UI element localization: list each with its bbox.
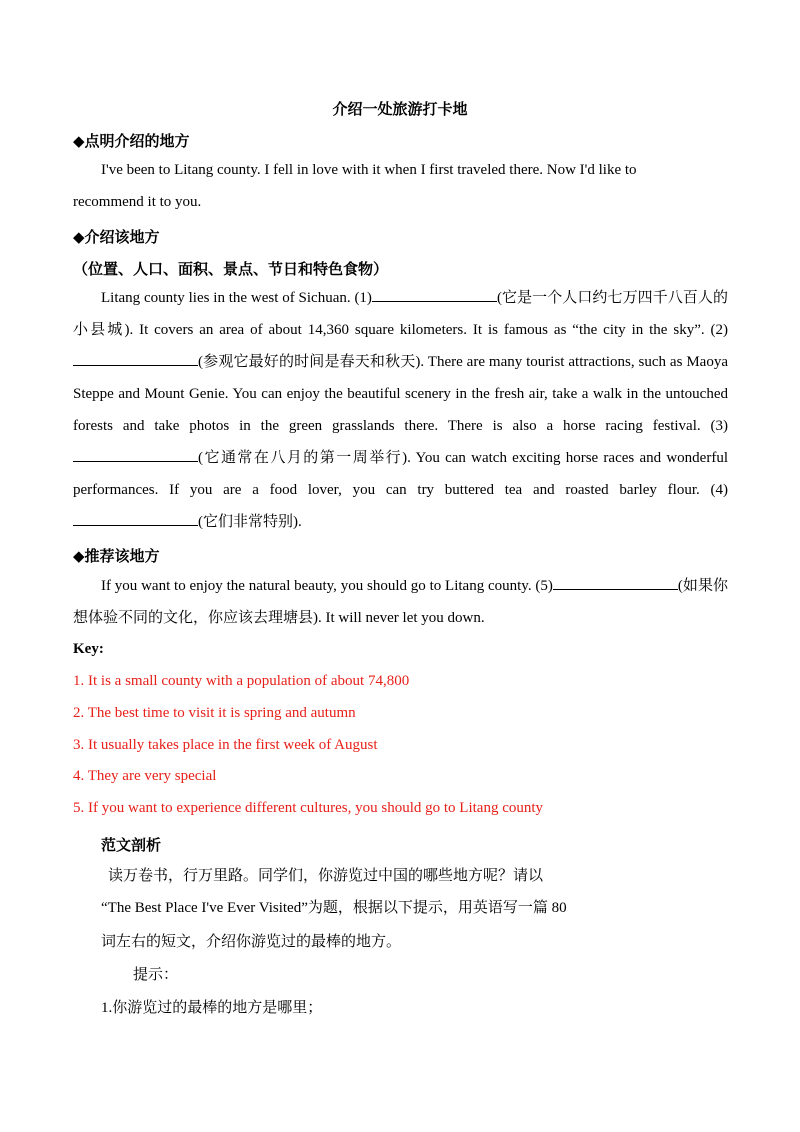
sample-prompt-line-2: “The Best Place I've Ever Visited”为题，根据以下提示，用英语写一篇 80 — [101, 900, 567, 916]
key-answer-3: 3. It usually takes place in the first week of August — [73, 737, 378, 753]
section-heading-intro-place: ◆点明介绍的地方 — [73, 132, 190, 150]
answer-blank-2[interactable] — [73, 351, 198, 366]
recommend-paragraph — [73, 570, 728, 634]
section-subheading-details: （位置、人口、面积、景点、节日和特色食物） — [73, 260, 389, 278]
key-answer-2: 2. The best time to visit it is spring and autumn — [73, 705, 356, 721]
describe-text-a: Litang county lies in the west of Sichuan. (1) — [101, 290, 372, 306]
key-label: Key: — [73, 641, 104, 657]
describe-text-b: (它是一个人口约七万四千八百人的小县城). It covers an area of about 14,360 square kilometers. It is famous as “the city in the sky”. (2) — [73, 290, 729, 338]
section-heading-recommend-place: ◆推荐该地方 — [73, 547, 160, 565]
key-answer-1: 1. It is a small county with a population of about 74,800 — [73, 673, 410, 689]
describe-text-e: (它们非常特别). — [198, 514, 302, 530]
recommend-text-a: If you want to enjoy the natural beauty, you should go to Litang county. (5) — [101, 578, 553, 594]
intro-line-2: recommend it to you. — [73, 194, 202, 210]
answer-blank-5[interactable] — [553, 575, 678, 590]
key-answer-4: 4. They are very special — [73, 768, 217, 784]
tip-item-1: 1.你游览过的最棒的地方是哪里； — [101, 1000, 323, 1016]
describe-paragraph — [73, 282, 728, 538]
intro-line-1: I've been to Litang county. I fell in love with it when I first traveled there. Now I'd like to — [101, 162, 637, 178]
answer-blank-4[interactable] — [73, 511, 198, 526]
recommend-text-b: (如果你想体验不同的文化，你应该去理塘县). It will never let you down. — [73, 578, 728, 626]
intro-paragraph — [73, 154, 728, 218]
page-title: 介绍一处旅游打卡地 — [332, 100, 468, 118]
sample-prompt-line-1: 读万卷书，行万里路。同学们，你游览过中国的哪些地方呢？请以 — [108, 868, 544, 884]
describe-text-d: (它通常在八月的第一周举行). You can watch exciting horse races and wonderful performances. If you are a food lover, you can try buttered tea and roasted barley flour. (4) — [73, 450, 728, 498]
key-answer-5: 5. If you want to experience different cultures, you should go to Litang county — [73, 800, 544, 816]
answer-blank-3[interactable] — [73, 447, 198, 462]
section-heading-describe-place: ◆介绍该地方 — [73, 228, 160, 246]
sample-prompt-line-3: 词左右的短文，介绍你游览过的最棒的地方。 — [101, 934, 402, 950]
describe-text-c: (参观它最好的时间是春天和秋天). There are many tourist attractions, such as Maoya Steppe and Mount Genie. You can enjoy the beautiful scenery in the fresh air, take a walk in the untouched forests and take photos in the green grasslands there. There is also a horse racing festival. (3) — [73, 354, 728, 434]
sample-analysis-heading: 范文剖析 — [101, 836, 162, 854]
tips-label: 提示： — [133, 967, 179, 983]
answer-blank-1[interactable] — [372, 287, 497, 302]
